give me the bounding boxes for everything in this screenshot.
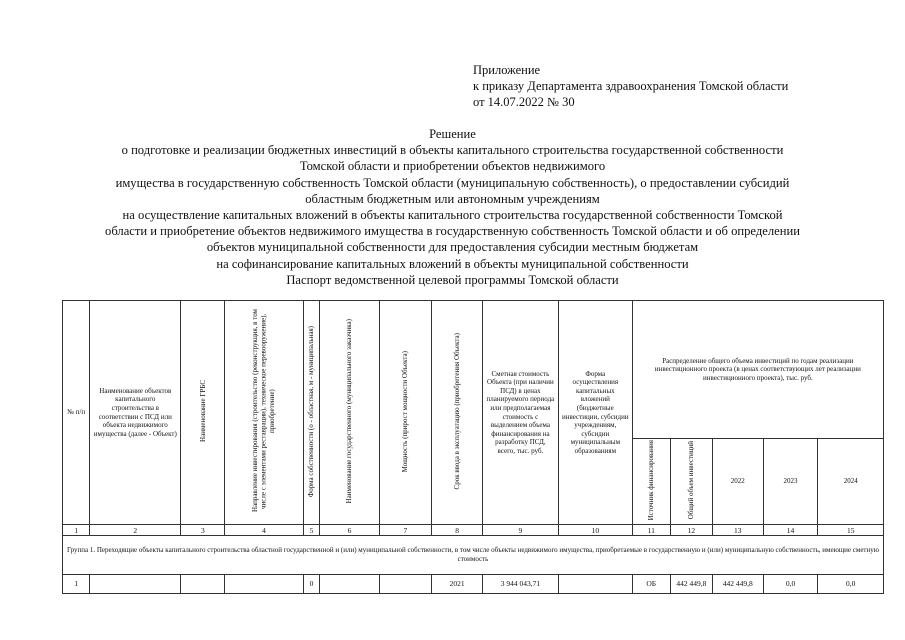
column-number: 12: [670, 525, 712, 536]
investment-table: [62, 300, 884, 594]
column-number: 15: [818, 525, 884, 536]
header-grbs-text: Наименование ГРБС: [198, 380, 207, 443]
cell-year-2024: 0,0: [818, 575, 884, 594]
header-investment-form: Форма осуществления капитальных вложений (бюджетные инвестиции, субсидии учреждениям, субсидии муниципальным образованиям: [558, 301, 632, 525]
header-commissioning-text: Срок ввода в эксплуатацию (приобретения Объекта): [452, 332, 461, 490]
header-source-text: Источник финансирования: [646, 440, 655, 521]
table-row: [63, 575, 884, 594]
column-number: 8: [432, 525, 483, 536]
cell-direction: [225, 575, 303, 594]
appendix-order: к приказу Департамента здравоохранения Томской области: [473, 79, 789, 93]
header-year-2024: 2024: [818, 439, 884, 525]
header-number: № п/п: [63, 301, 90, 525]
header-ownership: [303, 301, 320, 525]
heading-line: имущества в государственную собственность Томской области (муниципальную собственность), о предоставлении субсидий: [115, 175, 790, 190]
header-total-volume: [670, 439, 712, 525]
column-number: 1: [63, 525, 90, 536]
heading-line: области и приобретение объектов недвижимого имущества в государственную собственность Томской области и об определении: [105, 224, 800, 239]
cell-year-2022: 442 449,8: [712, 575, 763, 594]
cell-grbs: [181, 575, 225, 594]
header-capacity: [379, 301, 432, 525]
header-customer: [320, 301, 379, 525]
header-estimated-cost: Сметная стоимость Объекта (при наличии ПСД) в ценах планируемого периода или предполагаемая стоимость с выделением объема финансирования на разработку ПСД, всего, тыс. руб.: [482, 301, 558, 525]
header-direction-text: Направление инвестирования (строительство (реконструкция, в том числе с элементами реставрации), техническое перевооружение), приобретение): [251, 309, 277, 513]
document-heading: [20, 126, 885, 288]
header-distribution: Распределение общего объема инвестиций по годам реализации инвестиционного проекта (в ценах соответствующих лет реализации инвестиционного проекта), тыс. руб.: [632, 301, 883, 439]
column-number: 11: [632, 525, 670, 536]
column-number: 2: [90, 525, 181, 536]
heading-line: Решение: [429, 127, 476, 141]
header-total-volume-text: Общий объем инвестиций: [687, 441, 696, 520]
header-customer-text: Наименование государственного (муниципального заказчика): [345, 319, 354, 504]
heading-line: о подготовке и реализации бюджетных инвестиций в объекты капитального строительства государственной собственности: [121, 143, 784, 158]
column-number: 10: [558, 525, 632, 536]
header-commissioning: [432, 301, 483, 525]
cell-source: ОБ: [632, 575, 670, 594]
heading-line: объектов муниципальной собственности для предоставления субсидии местным бюджетам: [206, 240, 699, 255]
heading-line: Паспорт ведомственной целевой программы Томской области: [286, 272, 619, 287]
heading-line: на софинансирование капитальных вложений в объекты муниципальной собственности: [216, 256, 689, 271]
appendix-date: от 14.07.2022 № 30: [473, 95, 575, 109]
cell-year-2023: 0,0: [763, 575, 818, 594]
column-number: 14: [763, 525, 818, 536]
appendix-title: Приложение: [473, 63, 541, 77]
column-number: 9: [482, 525, 558, 536]
header-capacity-text: Мощность (прирост мощности Объекта): [401, 350, 410, 472]
heading-line: областным бюджетным или автономным учреждениям: [305, 191, 600, 206]
cell-number: 1: [63, 575, 90, 594]
header-ownership-text: Форма собственности (о - областная, м - муниципальная): [307, 325, 316, 497]
header-grbs: [181, 301, 225, 525]
column-number: 6: [320, 525, 379, 536]
column-number-row: [63, 525, 884, 536]
column-number: 4: [225, 525, 303, 536]
column-number: 5: [303, 525, 320, 536]
column-number: 13: [712, 525, 763, 536]
cell-total-volume: 442 449,8: [670, 575, 712, 594]
group-row: [63, 536, 884, 575]
header-direction: [225, 301, 303, 525]
cell-object-name: [90, 575, 181, 594]
header-source: [632, 439, 670, 525]
cell-commissioning: 2021: [432, 575, 483, 594]
column-number: 7: [379, 525, 432, 536]
cell-capacity: [379, 575, 432, 594]
cell-investment-form: [558, 575, 632, 594]
cell-ownership: 0: [303, 575, 320, 594]
group-label: Группа 1. Переходящие объекты капитального строительства областной государственной и (или) муниципальной собственности, в том числе объекты недвижимого имущества, приобретаемые в государственную и (или) муниципальную собственность, имеющие сметную стоимость: [63, 536, 884, 575]
cell-customer: [320, 575, 379, 594]
header-year-2022: 2022: [712, 439, 763, 525]
heading-line: Томской области и приобретении объектов недвижимого: [299, 159, 606, 174]
header-object-name: Наименование объектов капитального строительства в соответствии с ПСД или объекта недвижимого имущества (далее - Объект): [90, 301, 181, 525]
heading-line: на осуществление капитальных вложений в объекты капитального строительства государственной собственности Томской: [122, 208, 783, 223]
header-year-2023: 2023: [763, 439, 818, 525]
appendix-block: [473, 62, 788, 110]
column-number: 3: [181, 525, 225, 536]
cell-estimated-cost: 3 944 043,71: [482, 575, 558, 594]
